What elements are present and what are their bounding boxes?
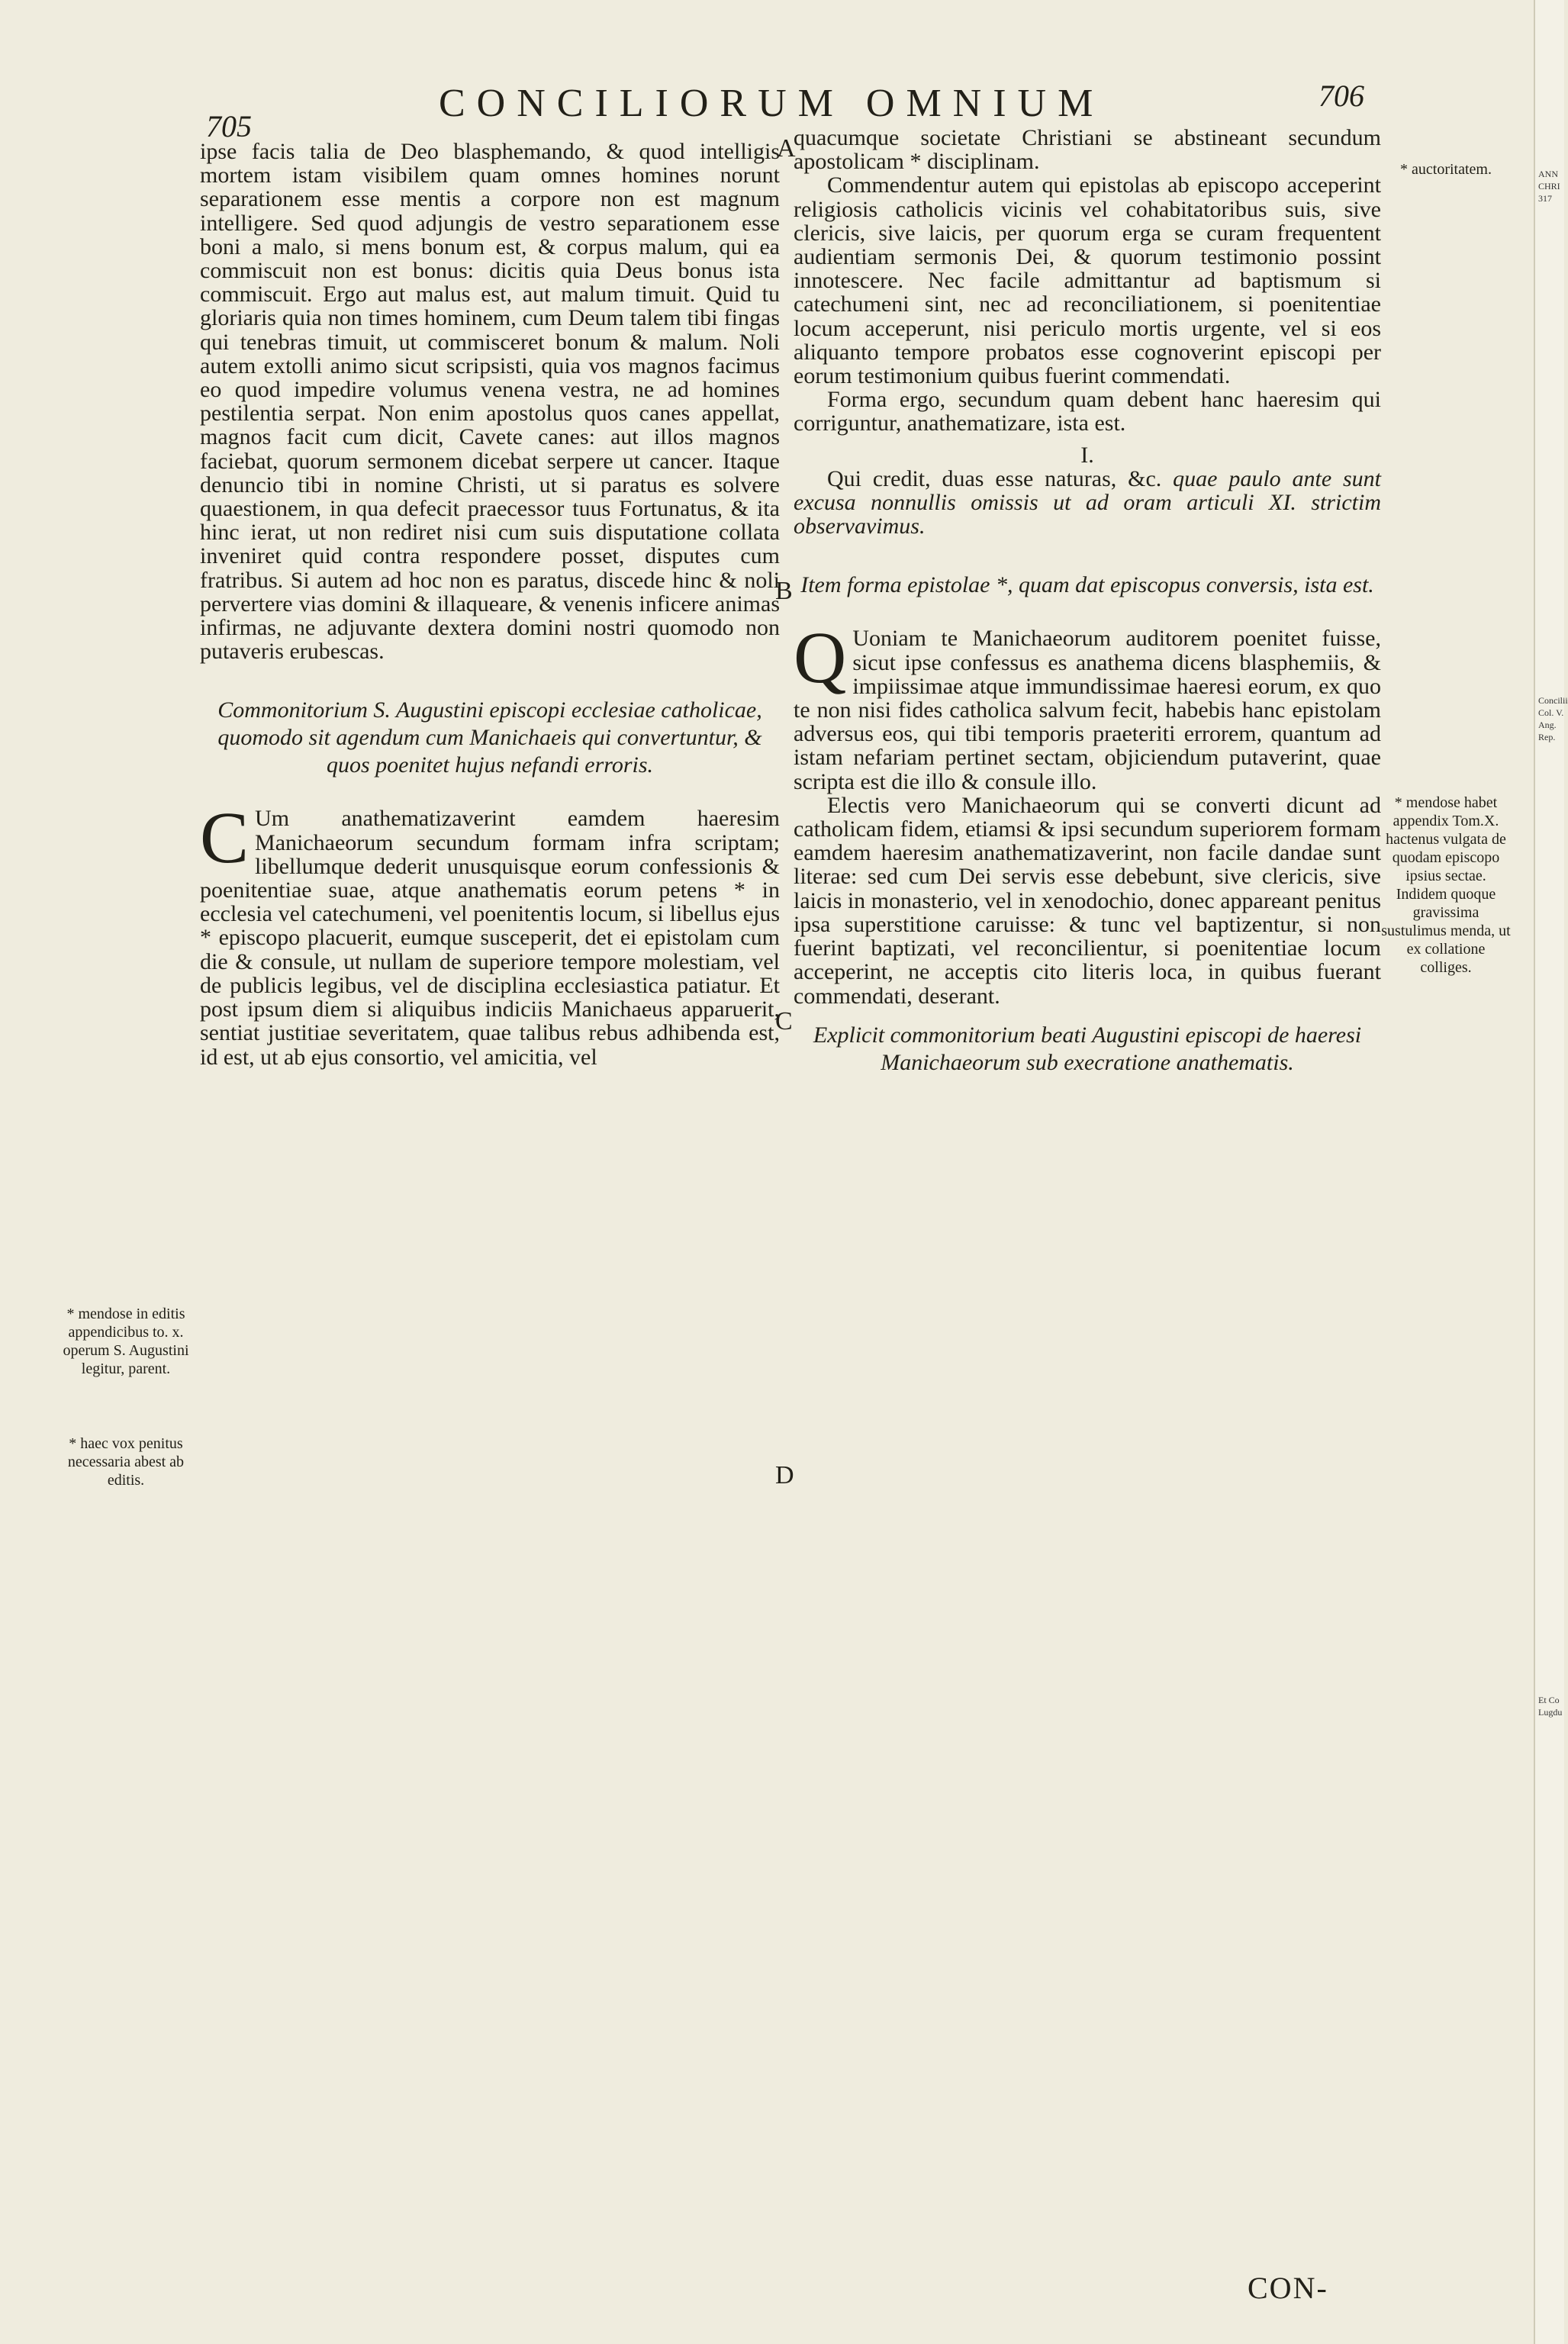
left-section-heading: Commonitorium S. Augustini episcopi ecclesiae catholicae, quomodo sit agendum cum Manichaeis qui convertuntur, & quos poenitet hujus nefandi erroris. [217, 697, 762, 778]
left-paragraph-2: Um anathematizaverint eamdem haeresim Manichaeorum secundum formam infra scriptam; libellumque dederit unusquisque eorum confessionis & poenitentiae suae, atque anathematis eorum petens * in ecclesia vel catechumeni, vel poenitentis locum, si libellus ejus * episcopo placuerit, eumque susceperit, det ei epistolam cum die & consule, ut nullam de superiore tempore molestiam, vel de publicis legibus, vel de disciplina ecclesiastica patiatur. Et post ipsum diem si aliquibus indiciis Manichaeus apparuerit, sentiat justitiae severitatem, quae talibus rebus adhibenda est, id est, ut ab ejus consortio, vel amicitia, vel [200, 806, 780, 1070]
section-letter-b: B [775, 577, 793, 605]
right-paragraph-1: quacumque societate Christiani se abstineant secundum apostolicam * disciplinam. [794, 125, 1381, 175]
right-paragraph-3: Forma ergo, secundum quam debent hanc haeresim qui corriguntur, anathematizare, ista est. [794, 387, 1381, 436]
right-paragraph-4 [794, 467, 1381, 539]
right-paragraph-5: Uoniam te Manichaeorum auditorem poenitet fuisse, sicut ipse confessus es anathema dicens blasphemiis, & impiissimae atque immundissimae haeresi eorum, ex quo te non nisi fides catholica salvum fecit, habebis hanc epistolam adversus eos, qui tibi temporis praeteriti errorem, quantum ad istam nefariam pertinet sectam, objiciendum putaverint, quae scripta est die illo & consule illo. [794, 626, 1381, 794]
right-column [794, 126, 1381, 1087]
page-number-right: 706 [1318, 79, 1364, 113]
explicit-line: Explicit commonitorium beati Augustini episcopi de haeresi Manichaeorum sub execratione anathematis. [813, 1022, 1362, 1075]
right-paragraph-2: Commendentur autem qui epistolas ab episcopo acceperint religiosis catholicis vicinis vel cohabitatoribus suis, sive clericis, sive laicis, per quorum erga se curam frequentent audientiam sermonis Dei, & quorum testimonio possint innotescere. Nec facile admittantur ad baptismum si catechumeni sint, nec ad reconciliationem, si poenitentiae locum acceperunt, nisi periculo mortis urgente, vel si eos aliquanto tempore probatos esse cognoverint episcopi per eorum testimonium quibus fuerint commendati. [794, 172, 1381, 389]
catchword: CON- [1248, 2271, 1328, 2305]
article-numeral: I. [1080, 442, 1094, 468]
right-section-heading: Item forma epistolae *, quam dat episcopus conversis, ista est. [800, 572, 1374, 598]
left-dropcap-paragraph [200, 797, 780, 1070]
margin-note-left-2: * haec vox penitus necessaria abest ab editis. [67, 1435, 185, 1489]
dropcap-letter: Q [794, 617, 847, 699]
running-title: CONCILIORUM OMNIUM [439, 82, 1105, 125]
margin-note-right-2: * mendose habet appendix Tom.X. hactenus vulgata de quodam episcopo ipsius sectae. Indidem quoque gravissima sustulimus menda, ut ex collatione colliges. [1381, 794, 1511, 976]
left-paragraph-1: ipse facis talia de Deo blasphemando, & quod intelligis mortem istam visibilem quam omnes homines norunt separationem esse mentis a corpore non est magnum intelligere. Sed quod adjungis de vestro separationem esse boni a malo, si mens bonum est, & corpus malum, qui ea commiscuit non est bonus: dicitis quia Deus bonus ista commiscuit. Ergo aut malus est, aut malum timuit. Quid tu gloriaris quia non times hominem, cum Deum talem tibi fingas qui tenebras timuit, ut commisceret bonum & malum. Noli autem extolli animo sicut scripsisti, quia vos magnos facimus eo quod impedire volumus venena vestra, ne ad homines pestilentia serpat. Non enim apostolus quos canes appellat, magnos facit cum dicit, Cavete canes: aut illos magnos faciebat, quorum sermonem dicebat serpere ut cancer. Itaque denuncio tibi in nomine Christi, ut si paratus es solvere quaestionem, in qua defecit praecessor tuus Fortunatus, & ita hinc ierat, ut non rediret nisi cum suis disputatione collata inveniret quid contra respondere posset, disputes cum fratribus. Si autem ad hoc non es paratus, discede hinc & noli pervertere vias domini & illaqueare, & venenis inficere animas infirmas, ne adjuvante dextera domini nostri quomodo non putaveris erubescas. [200, 139, 780, 665]
edge-fragment-top: ANN CHRI 317 [1538, 169, 1560, 204]
margin-note-right-1: * auctoritatem. [1400, 161, 1492, 178]
left-column [200, 140, 780, 1069]
edge-fragment-bottom: Et Co Lugdu [1538, 1695, 1563, 1718]
right-dropcap-paragraph [794, 617, 1381, 794]
page-number-left: 705 [206, 109, 252, 143]
section-letter-c: C [775, 1007, 793, 1035]
margin-note-left-1: * mendose in editis appendicibus to. x. operum S. Augustini legitur, parent. [63, 1306, 189, 1377]
paragraph-4-italic: quae paulo ante sunt excusa nonnullis omissis ut ad oram articuli XI. strictim observavimus. [794, 465, 1382, 539]
right-paragraph-6: Electis vero Manichaeorum qui se converti dicunt ad catholicam fidem, etiamsi & ipsi secundum superiorem formam eamdem haeresim anathematizaverint, non facile dandae sunt literae: sed cum Dei servis esse debebunt, sive clericis, sive laicis in monasterio, vel in xenodochio, donec appareant penitus ipsa superstitione caruisse: & tunc vel baptizentur, si non fuerint baptizati, vel reconcilientur, si poenitentiae locum acceperint, ne acceptis cito literis loca, in quibus fuerant commendati, deserant. [794, 792, 1381, 1009]
dropcap-letter: C [200, 797, 250, 879]
edge-fragment-middle: Concilii Col. V. Ang. Rep. [1538, 695, 1568, 742]
section-letter-d: D [775, 1461, 794, 1489]
section-letter-a: A [777, 134, 796, 163]
paragraph-4-roman: Qui credit, duas esse naturas, &c. [827, 465, 1162, 491]
adjacent-page-edge [1534, 0, 1564, 2344]
